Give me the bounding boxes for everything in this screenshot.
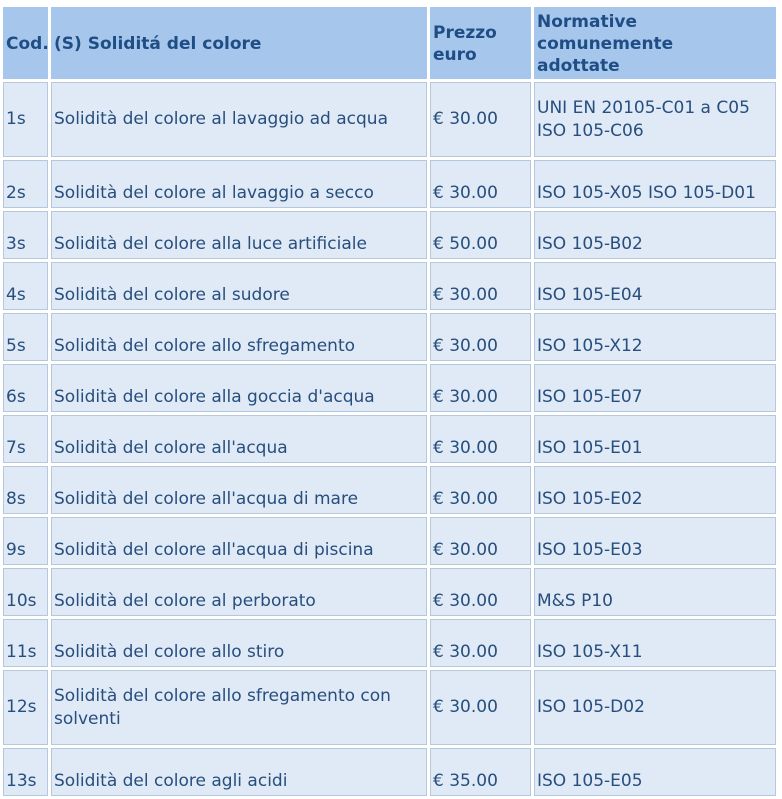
- cell-description: Solidità del colore allo sfregamento: [51, 313, 427, 361]
- header-price-line1: Prezzo: [433, 23, 497, 43]
- cell-norms: ISO 105-E02: [534, 466, 776, 514]
- cell-price: € 30.00: [430, 619, 531, 667]
- cell-price: € 50.00: [430, 211, 531, 259]
- cell-price: € 30.00: [430, 313, 531, 361]
- cell-price: € 30.00: [430, 466, 531, 514]
- cell-norms: ISO 105-E07: [534, 364, 776, 412]
- table-row: [3, 670, 776, 745]
- cell-code: 10s: [3, 568, 48, 616]
- header-norms: [534, 7, 776, 79]
- cell-price: € 30.00: [430, 82, 531, 157]
- description-line: Solidità del colore allo sfregamento con: [54, 685, 391, 706]
- cell-code: 7s: [3, 415, 48, 463]
- cell-description: Solidità del colore alla luce artificiale: [51, 211, 427, 259]
- header-price-line2: euro: [433, 45, 477, 65]
- cell-description: Solidità del colore alla goccia d'acqua: [51, 364, 427, 412]
- table-row: [3, 748, 776, 796]
- cell-description: Solidità del colore al lavaggio ad acqua: [51, 82, 427, 157]
- cell-description: Solidità del colore al perborato: [51, 568, 427, 616]
- description-line: solventi: [54, 708, 121, 729]
- table-row: [3, 364, 776, 412]
- header-description: (S) Soliditá del colore: [51, 7, 427, 79]
- cell-norms: ISO 105-E03: [534, 517, 776, 565]
- header-norms-line2: adottate: [537, 56, 620, 76]
- cell-norms: ISO 105-X11: [534, 619, 776, 667]
- cell-description: Solidità del colore allo stiro: [51, 619, 427, 667]
- cell-code: 5s: [3, 313, 48, 361]
- cell-price: € 30.00: [430, 160, 531, 208]
- table-row: [3, 82, 776, 157]
- cell-norms: ISO 105-B02: [534, 211, 776, 259]
- cell-price: € 30.00: [430, 364, 531, 412]
- cell-code: 12s: [3, 670, 48, 745]
- table-row: [3, 466, 776, 514]
- cell-code: 2s: [3, 160, 48, 208]
- header-norms-line1: Normative comunemente: [537, 12, 674, 54]
- cell-price: € 30.00: [430, 568, 531, 616]
- cell-description: Solidità del colore al sudore: [51, 262, 427, 310]
- cell-norms: ISO 105-D02: [534, 670, 776, 745]
- cell-description: Solidità del colore al lavaggio a secco: [51, 160, 427, 208]
- norm-line: ISO 105-C06: [537, 120, 644, 141]
- cell-code: 6s: [3, 364, 48, 412]
- header-price: [430, 7, 531, 79]
- table-row: [3, 262, 776, 310]
- norm-line: UNI EN 20105-C01 a C05: [537, 97, 750, 118]
- cell-code: 13s: [3, 748, 48, 796]
- header-row: [3, 7, 776, 79]
- cell-description: Solidità del colore all'acqua: [51, 415, 427, 463]
- cell-norms: ISO 105-E04: [534, 262, 776, 310]
- cell-norms: ISO 105-E01: [534, 415, 776, 463]
- cell-code: 3s: [3, 211, 48, 259]
- cell-description: Solidità del colore agli acidi: [51, 748, 427, 796]
- table-row: [3, 313, 776, 361]
- cell-description: Solidità del colore all'acqua di piscina: [51, 517, 427, 565]
- header-code: Cod.: [3, 7, 48, 79]
- cell-code: 8s: [3, 466, 48, 514]
- cell-price: € 30.00: [430, 262, 531, 310]
- cell-price: € 30.00: [430, 415, 531, 463]
- table-row: [3, 568, 776, 616]
- table-row: [3, 517, 776, 565]
- cell-code: 11s: [3, 619, 48, 667]
- cell-code: 4s: [3, 262, 48, 310]
- table-row: [3, 160, 776, 208]
- table-row: [3, 415, 776, 463]
- cell-norms: ISO 105-X05 ISO 105-D01: [534, 160, 776, 208]
- table-row: [3, 619, 776, 667]
- cell-description: [51, 670, 427, 745]
- cell-price: € 30.00: [430, 670, 531, 745]
- cell-code: 9s: [3, 517, 48, 565]
- cell-description: Solidità del colore all'acqua di mare: [51, 466, 427, 514]
- price-table: [0, 4, 779, 799]
- cell-norms: M&S P10: [534, 568, 776, 616]
- cell-code: 1s: [3, 82, 48, 157]
- cell-norms: [534, 82, 776, 157]
- table-row: [3, 211, 776, 259]
- cell-price: € 30.00: [430, 517, 531, 565]
- cell-norms: ISO 105-X12: [534, 313, 776, 361]
- cell-norms: ISO 105-E05: [534, 748, 776, 796]
- cell-price: € 35.00: [430, 748, 531, 796]
